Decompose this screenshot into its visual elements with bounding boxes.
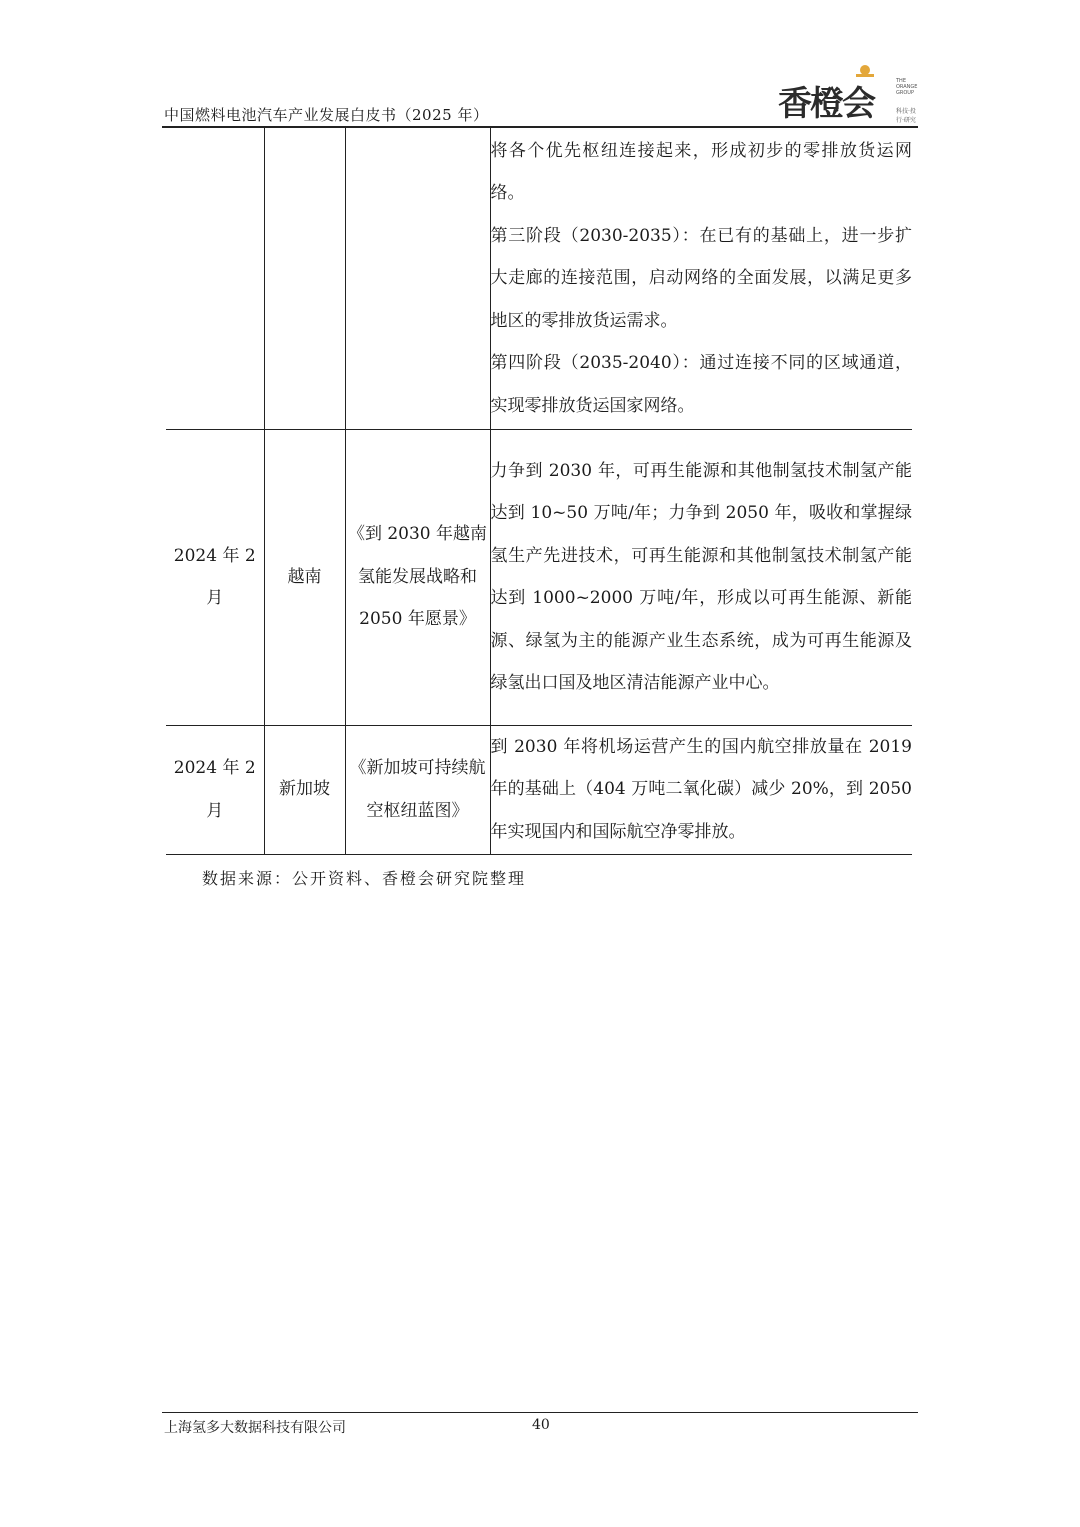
policy-cell: 《新加坡可持续航空枢纽蓝图》 xyxy=(345,725,490,854)
content-paragraph: 第四阶段（2035-2040）：通过连接不同的区域通道，实现零排放货运国家网络。 xyxy=(490,353,912,416)
company-logo xyxy=(778,66,918,124)
footer-divider xyxy=(162,1412,918,1413)
country-cell: 新加坡 xyxy=(264,725,345,854)
content-paragraph: 将各个优先枢纽连接起来，形成初步的零排放货运网络。 xyxy=(490,140,912,203)
content-paragraph: 到 2030 年将机场运营产生的国内航空排放量在 2019 年的基础上（404 万吨二氧化碳）减少 20%，到 2050 年实现国内和国际航空净零排放。 xyxy=(490,736,912,842)
data-source-note: 数据来源：公开资料、香橙会研究院整理 xyxy=(202,869,527,888)
page-number: 40 xyxy=(532,1417,550,1433)
logo-tagline: 科技·投行·研究 xyxy=(896,108,916,124)
date-cell: 2024 年 2 月 xyxy=(166,429,264,725)
logo-text: 香橙会 xyxy=(778,84,874,124)
date-cell: 2024 年 2 月 xyxy=(166,725,264,854)
content-cell xyxy=(490,429,912,725)
table-row xyxy=(166,725,912,854)
footer-company: 上海氢多大数据科技有限公司 xyxy=(164,1420,346,1436)
content-paragraph: 第三阶段（2030-2035）：在已有的基础上，进一步扩大走廊的连接范围，启动网络的全面发展，以满足更多地区的零排放货运需求。 xyxy=(490,225,912,331)
content-paragraph: 力争到 2030 年，可再生能源和其他制氢技术制氢产能达到 10~50 万吨/年；力争到 2050 年，吸收和掌握绿氢生产先进技术，可再生能源和其他制氢技术制氢产能达到 1000~2000 万吨/年，形成以可再生能源、新能源、绿氢为主的能源产业生态系统，成为可再生能源及绿氢出口国及地区清洁能源产业中心。 xyxy=(490,460,912,693)
logo-subtitle: THE ORANGE GROUP xyxy=(896,78,918,96)
content-cell xyxy=(490,725,912,854)
document-header-title: 中国燃料电池汽车产业发展白皮书（2025 年） xyxy=(164,106,489,124)
policy-cell: 《到 2030 年越南氢能发展战略和 2050 年愿景》 xyxy=(345,429,490,725)
date-cell xyxy=(166,128,264,429)
country-cell xyxy=(264,128,345,429)
policy-cell xyxy=(345,128,490,429)
table-row xyxy=(166,128,912,429)
table-row xyxy=(166,429,912,725)
policy-table xyxy=(166,128,912,855)
content-cell xyxy=(490,128,912,429)
country-cell: 越南 xyxy=(264,429,345,725)
